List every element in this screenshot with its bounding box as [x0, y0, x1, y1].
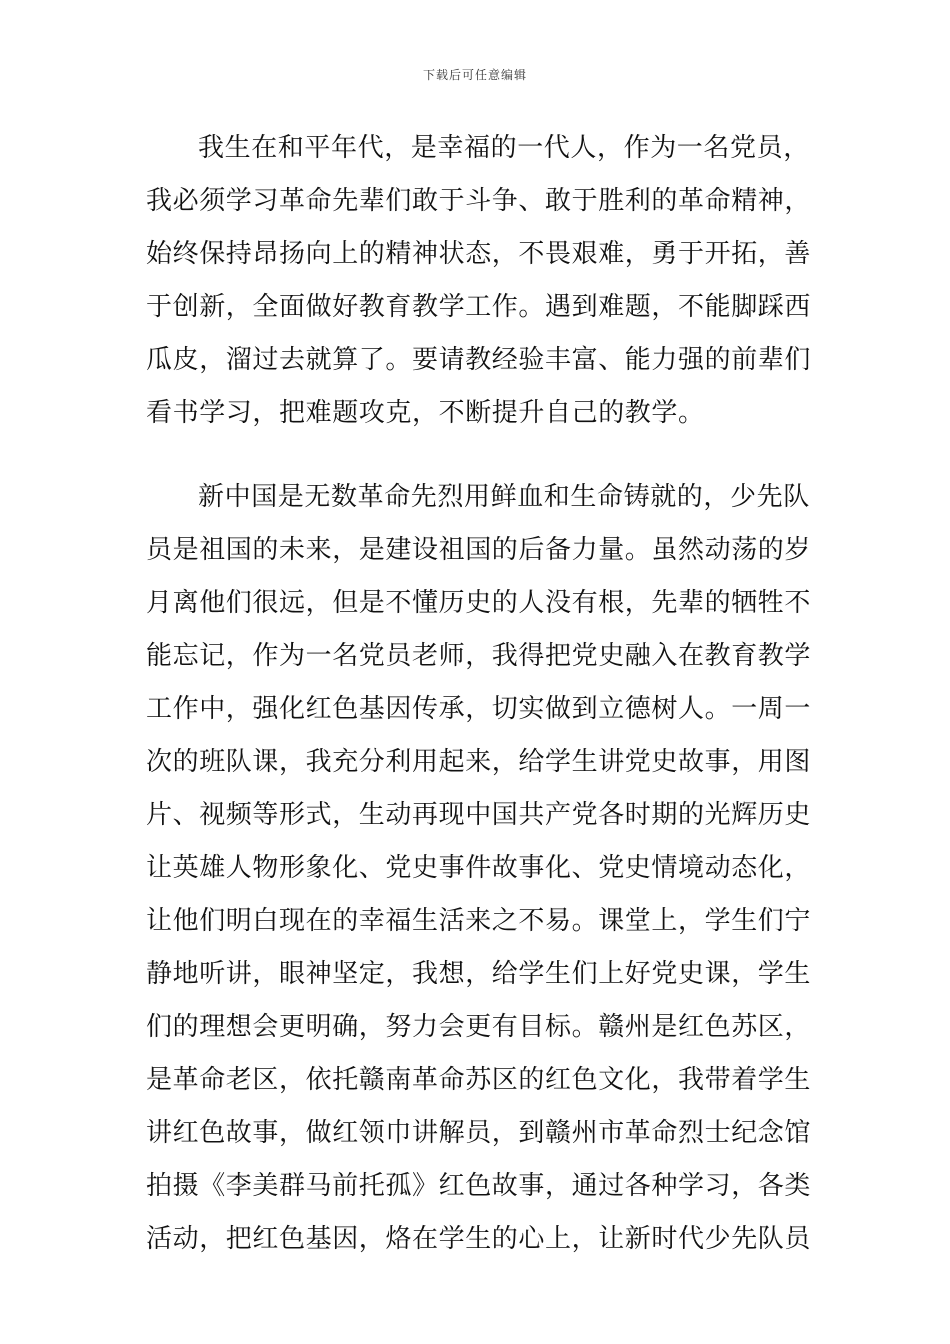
text-line: 让英雄人物形象化、党史事件故事化、党史情境动态化， [146, 853, 812, 883]
text-line: 我必须学习革命先辈们敢于斗争、敢于胜利的革命精神， [146, 186, 812, 216]
text-line: 静地听讲，眼神坚定，我想，给学生们上好党史课，学生 [146, 959, 812, 989]
text-line: 片、视频等形式，生动再现中国共产党各时期的光辉历史 [146, 800, 812, 830]
text-line: 们的理想会更明确，努力会更有目标。赣州是红色苏区， [146, 1012, 812, 1042]
text-line: 是革命老区，依托赣南革命苏区的红色文化，我带着学生 [146, 1065, 812, 1095]
text-line: 次的班队课，我充分利用起来，给学生讲党史故事，用图 [146, 747, 812, 777]
text-line: 始终保持昂扬向上的精神状态，不畏艰难，勇于开拓，善 [146, 239, 812, 269]
page-header: 下载后可任意编辑 [422, 68, 527, 82]
text-line: 工作中，强化红色基因传承，切实做到立德树人。一周一 [146, 694, 812, 724]
text-line: 活动，把红色基因，烙在学生的心上，让新时代少先队员 [146, 1224, 812, 1254]
text-line: 新中国是无数革命先烈用鲜血和生命铸就的，少先队 [198, 482, 810, 512]
text-line: 月离他们很远，但是不懂历史的人没有根，先辈的牺牲不 [146, 588, 812, 618]
text-line: 拍摄《李美群马前托孤》红色故事，通过各种学习，各类 [146, 1171, 812, 1201]
text-line: 员是祖国的未来，是建设祖国的后备力量。虽然动荡的岁 [146, 535, 812, 565]
paragraph-1 [146, 122, 826, 440]
text-line: 讲红色故事，做红领巾讲解员，到赣州市革命烈士纪念馆 [146, 1118, 812, 1148]
text-line: 看书学习，把难题攻克，不断提升自己的教学。 [146, 398, 705, 428]
text-line: 于创新，全面做好教育教学工作。遇到难题，不能脚踩西 [146, 292, 812, 322]
text-line: 我生在和平年代，是幸福的一代人，作为一名党员， [198, 133, 810, 163]
paragraph-2 [146, 471, 826, 1266]
text-line: 瓜皮，溜过去就算了。要请教经验丰富、能力强的前辈们 [146, 345, 812, 375]
text-line: 能忘记，作为一名党员老师，我得把党史融入在教育教学 [146, 641, 812, 671]
text-line: 让他们明白现在的幸福生活来之不易。课堂上，学生们宁 [146, 906, 812, 936]
